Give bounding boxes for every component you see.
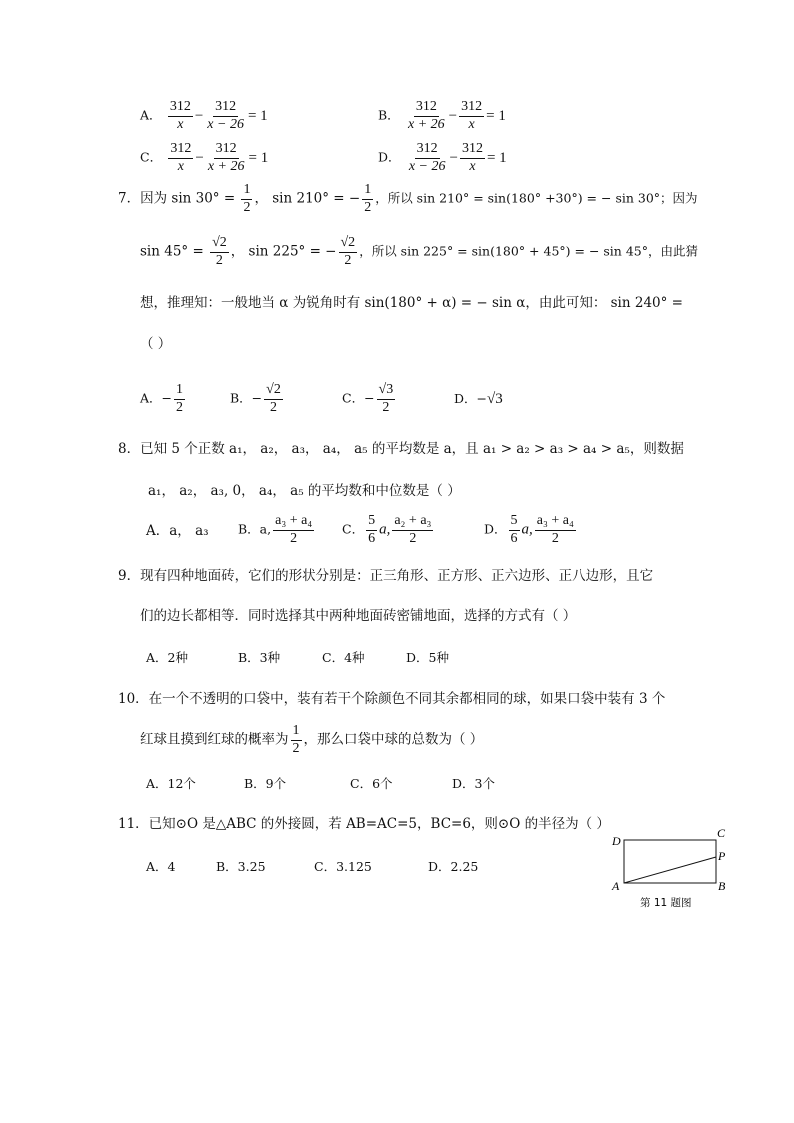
q7-option-d: D．−√3	[454, 391, 503, 407]
q11-option-d: D．2.25	[428, 859, 479, 874]
q10-line-1: 10．在一个不透明的口袋中，装有若干个除颜色不同其余都相同的球，如果口袋中装有 3 个	[118, 691, 666, 707]
label-d: D	[612, 834, 621, 848]
q6-option-b	[378, 100, 506, 132]
q11-option-c: C．3.125	[314, 859, 372, 874]
q10-line-2: 红球且摸到红球的概率为 $\frac{1}{2}$ ，那么口袋中球的总数为（ ）	[140, 723, 484, 756]
q6-b-expression: $\frac{312}{x + 26}$ − $\frac{312}{x}$ = 1	[407, 99, 506, 132]
q7-line-3: 想，推理知：一般地当 α 为锐角时有 sin(180° + α) = − sin α，由此可知： sin 240° =	[140, 295, 683, 311]
label-c: C	[717, 826, 726, 840]
q6-option-a	[140, 100, 268, 132]
label-p: P	[718, 849, 726, 863]
q6-c-expression: $\frac{312}{x}$ − $\frac{312}{x + 26}$ = 1	[170, 141, 269, 174]
q9-line-2: 们的边长都相等．同时选择其中两种地面砖密铺地面，选择的方式有（ ）	[140, 608, 577, 624]
q9-option-c: C．4种	[322, 650, 365, 665]
q10-option-a: A．12个	[146, 776, 196, 791]
q8-line-1: 8．已知 5 个正数 a₁， a₂， a₃， a₄， a₅ 的平均数是 a，且 a₁ > a₂ > a₃ > a₄ > a₅，则数据	[118, 441, 684, 457]
q8-option-b: B．a, $\frac{\text{a₃ + a₄}}{2}$	[238, 513, 313, 546]
q9-option-a: A．2种	[146, 650, 188, 665]
q8-line-2: a₁， a₂， a₃, 0， a₄， a₅ 的平均数和中位数是（ ）	[148, 483, 461, 499]
q7-answer-blank: （ ）	[140, 336, 172, 352]
q7-line-1: 7．因为 sin 30° = $\frac{1}{2}$ ， sin 210° = − $\frac{1}{2}$ ，所以 sin 210° = sin(180° +30°) = − sin 30°；因为	[118, 182, 698, 215]
q9-option-d: D．5种	[406, 650, 449, 665]
q11-line-1: 11．已知⊙O 是△ABC 的外接圆，若 AB=AC=5，BC=6，则⊙O 的半径为（ ）	[118, 816, 610, 832]
q7-option-c: C．− $\frac{√3}{2}$	[342, 382, 394, 415]
q11-figure	[606, 824, 736, 914]
option-label: C．	[140, 149, 163, 165]
q11-option-b: B．3.25	[216, 859, 266, 874]
q6-a-expression: $\frac{312}{x}$ − $\frac{312}{x - 26}$ = 1	[169, 99, 268, 132]
option-label: D．	[378, 149, 401, 165]
figure-caption: 第 11 题图	[640, 897, 692, 909]
option-label: A．	[140, 107, 162, 123]
option-label: B．	[378, 107, 400, 123]
label-a: A	[612, 879, 620, 893]
q6-d-expression: $\frac{312}{x - 26}$ − $\frac{312}{x}$ = 1	[408, 141, 507, 174]
q10-option-c: C．6个	[350, 776, 393, 791]
q7-option-a: A．− $\frac{1}{2}$	[140, 382, 184, 415]
q8-option-a: A．a， a₃	[146, 523, 209, 539]
q9-line-1: 9．现有四种地面砖，它们的形状分别是：正三角形、正方形、正六边形、正八边形，且它	[118, 568, 654, 584]
q6-option-d	[378, 142, 507, 174]
q7-option-b: B．− $\frac{√2}{2}$	[230, 382, 281, 415]
q10-option-b: B．9个	[244, 776, 287, 791]
q9-option-b: B．3种	[238, 650, 281, 665]
segment-ap	[624, 857, 716, 883]
q6-option-c	[140, 142, 268, 174]
q8-option-c: C． $\frac{5}{6}$ a, $\frac{\text{a₂ + a₃}}{2}$	[342, 513, 432, 546]
q7-line-2: sin 45° = $\frac{√2}{2}$ ， sin 225° = − $\frac{√2}{2}$ ，所以 sin 225° = sin(180° + 45°) = − sin 45°，由此猜	[140, 235, 698, 268]
q8-option-d: D． $\frac{5}{6}$ a, $\frac{\text{a₃ + a₄}}{2}$	[484, 513, 574, 546]
label-b: B	[718, 879, 726, 893]
rectangle-abcd	[624, 840, 716, 883]
q11-option-a: A．4	[146, 859, 176, 874]
q10-option-d: D．3个	[452, 776, 495, 791]
